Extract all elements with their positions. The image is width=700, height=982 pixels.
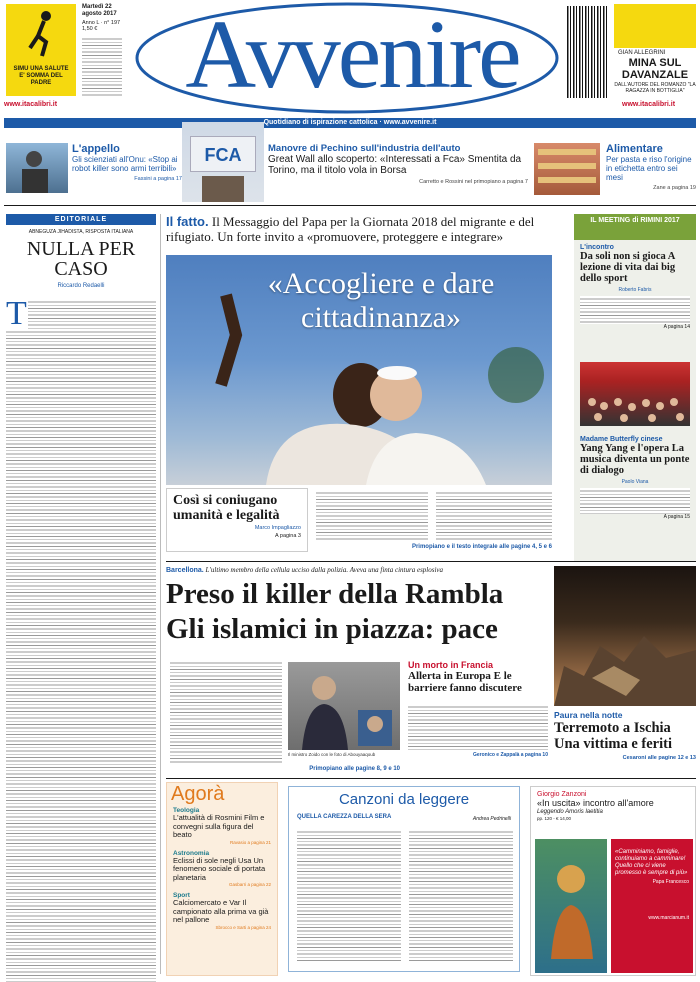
ischia-story[interactable]	[554, 710, 696, 761]
ad-book-cover	[535, 839, 607, 973]
main-sub-title: Così si coniugano umanità e legalità	[173, 493, 280, 523]
canzoni-author: Andrea Pedrinelli	[472, 816, 511, 822]
main-sub-ref: A pagina 3	[275, 533, 301, 539]
agora-item-1[interactable]	[173, 807, 271, 845]
meeting-kicker: L'incontro	[580, 244, 614, 251]
rambla-lead-text: L'ultimo membro della cellula ucciso dalla polizia. Aveva una finta cintura esplosiva	[205, 566, 444, 574]
masthead-tagline: Quotidiano di ispirazione cattolica · www.avvenire.it	[263, 119, 437, 126]
fatto-kicker: Il fatto.	[166, 214, 209, 229]
teaser-2[interactable]	[268, 143, 528, 185]
teaser-1-text: Gli scienziati all'Onu: «Stop ai robot killer sono armi terribili»	[72, 155, 178, 173]
barcode	[567, 6, 607, 98]
canzoni-box	[288, 786, 520, 972]
agora-item-3-text: Calciomercato e Var Il campionato alla prima va già nel pallone	[173, 898, 269, 924]
meeting-ref: A pagina 14	[663, 324, 690, 330]
agora-item-1-ref: Ravasio a pagina 21	[229, 839, 271, 845]
issue-date: Martedì 22 agosto 2017	[82, 4, 117, 17]
agora-box	[166, 782, 278, 976]
agora-item-1-text: L'attualità di Rosmini Film e convegni sulla figura del beato	[173, 813, 265, 839]
ischia-ref: Cesaroni alle pagine 12 e 13	[622, 755, 696, 761]
ad-price: pp. 120 - € 14,00	[537, 816, 572, 821]
meeting-ref-2: A pagina 15	[663, 514, 690, 520]
main-sub-author: Marco Impagliazzo	[254, 525, 301, 531]
rambla-headline-2[interactable]: Gli islamici in piazza: pace	[166, 613, 498, 645]
marcianum-ad[interactable]	[530, 786, 696, 976]
left-promo[interactable]	[6, 4, 76, 96]
fca-sign: FCA	[190, 136, 256, 172]
agora-item-3-kicker: Sport	[173, 892, 190, 899]
ischia-title: Terremoto a Ischia Una vittima e feriti	[554, 720, 672, 752]
rambla-kicker: Barcellona.	[166, 567, 204, 574]
masthead-logo[interactable]	[132, 0, 562, 118]
teaser-2-ref: Carretto e Rossini nel primopiano a pagina 7	[419, 179, 528, 185]
issue-price: 1,50 €	[82, 26, 98, 32]
promo-runner-illustration	[24, 8, 60, 58]
meeting-label: IL MEETING di RIMINI 2017	[574, 214, 696, 240]
teaser-3-text: Per pasta e riso l'origine in etichetta entro sei mesi	[606, 155, 692, 182]
rambla-headline-1[interactable]: Preso il killer della Rambla	[166, 578, 504, 610]
agora-item-3[interactable]	[173, 892, 271, 930]
ad-sub: Leggendo Amoris laetitia	[537, 809, 603, 815]
teaser-1-ref: Fassini a pagina 17	[134, 176, 182, 182]
agora-item-2-kicker: Astronomia	[173, 849, 210, 857]
teaser-1[interactable]	[72, 143, 182, 182]
editorial-title: NULLA PER CASO	[26, 238, 136, 280]
meeting-title[interactable]: Da soli non si gioca A lezione di vita dai big dello sport	[580, 251, 676, 284]
teaser-3-kicker: Alimentare	[606, 143, 663, 155]
meeting-author-2: Paolo Viana	[621, 479, 649, 485]
rambla-minister-photo[interactable]	[288, 662, 400, 750]
ad-author: Giorgio Zanzoni	[537, 791, 587, 798]
date-block	[82, 4, 128, 96]
agora-item-2[interactable]	[173, 850, 271, 888]
teaser-shop-photo[interactable]	[534, 143, 600, 195]
photo-headline: «Accogliere e dare cittadinanza»	[267, 267, 495, 334]
rambla-side-kicker: Un morto in Francia	[408, 660, 494, 670]
agora-title[interactable]: Agorà	[171, 783, 225, 805]
agora-item-2-ref: Gasbarri a pagina 22	[228, 882, 271, 887]
right-promo-title: MINA SUL DAVANZALE	[621, 57, 689, 81]
teaser-3-ref: Zane a pagina 19	[653, 185, 696, 191]
teaser-2-text: Great Wall allo scoperto: «Interessati a Fca» Smentita da Torino, ma il titolo vola in Borsa	[268, 154, 522, 176]
editorial-dropcap: T	[6, 295, 27, 332]
rambla-ref[interactable]: Primopiano alle pagine 8, 9 e 10	[309, 766, 400, 772]
teaser-robot-photo[interactable]	[6, 143, 68, 193]
rambla-side[interactable]	[408, 660, 548, 758]
ad-quote: «Camminiamo, famiglie, continuiamo a camminare! Quello che ci viene promesso è sempre di più»	[615, 849, 688, 876]
fatto-header	[166, 214, 556, 244]
rambla-caption: Il ministro Zoido con le foto di Abouyaaqoub	[288, 752, 376, 757]
fatto-text: Il Messaggio del Papa per la Giornata 2018 del migrante e del rifugiato. Un forte invito a «promuovere, proteggere e integrare»	[166, 214, 535, 244]
main-sub-box[interactable]	[166, 488, 308, 552]
editorial-column	[6, 214, 156, 974]
pope-photo[interactable]	[166, 255, 552, 485]
rambla-side-title: Allerta in Europa E le barriere fanno discutere	[408, 670, 522, 694]
teaser-3[interactable]	[606, 143, 696, 191]
rambla-side-ref: Geronico e Zappalà a pagina 10	[472, 752, 548, 758]
right-promo[interactable]	[614, 4, 696, 96]
agora-item-1-kicker: Teologia	[173, 807, 200, 814]
masthead-title: Avvenire	[185, 1, 519, 109]
main-ref-line[interactable]: Primopiano e il testo integrale alle pagine 4, 5 e 6	[411, 544, 552, 550]
editorial-sub: ABNEGUZA JIHADISTA, RISPOSTA ITALIANA	[28, 229, 134, 235]
agora-item-3-ref: Sbrocco e Sarti a pagina 24	[215, 924, 271, 930]
meeting-kicker-2: Madame Butterfly cinese	[580, 436, 663, 443]
meeting-title-2[interactable]: Yang Yang e l'opera La musica diventa un ponte di dialogo	[580, 443, 690, 476]
ad-site: www.marcianum.it	[648, 915, 689, 921]
left-promo-site[interactable]: www.itacalibri.it	[4, 101, 58, 108]
rambla-lead	[166, 566, 546, 575]
canzoni-sub: QUELLA CAREZZA DELLA SERA	[297, 814, 392, 820]
teaser-2-kicker: Manovre di Pechino sull'industria dell'auto	[268, 143, 461, 154]
right-promo-site[interactable]: www.itacalibri.it	[622, 101, 676, 108]
meeting-author: Roberto Fabris	[618, 287, 652, 293]
editorial-label: EDITORIALE	[6, 214, 156, 225]
editorial-author: Riccardo Redaelli	[57, 283, 105, 289]
ischia-kicker: Paura nella notte	[554, 710, 623, 720]
left-promo-title: SIMU UNA SALUTE E' SOMMA DEL PADRE	[13, 66, 69, 86]
ischia-photo[interactable]	[554, 566, 696, 706]
right-promo-sub: DALL'AUTORE DEL ROMANZO "LA RAGAZZA IN BOTTIGLIA"	[614, 82, 696, 94]
ad-quote-author: Papa Francesco	[652, 879, 689, 885]
fca-photo[interactable]	[182, 122, 264, 202]
agora-item-2-text: Eclissi di sole negli Usa Un fenomeno sociale di portata planetaria	[173, 855, 266, 882]
ad-title: «In uscita» incontro all'amore	[537, 798, 654, 808]
issue-number: Anno L · n° 197	[82, 20, 121, 26]
teaser-1-kicker: L'appello	[72, 143, 120, 155]
right-promo-kicker: GIAN ALLEGRINI	[618, 50, 666, 56]
meeting-sidebar	[574, 214, 696, 562]
meeting-crowd-photo[interactable]	[580, 362, 690, 426]
canzoni-title[interactable]: Canzoni da leggere	[338, 791, 470, 808]
